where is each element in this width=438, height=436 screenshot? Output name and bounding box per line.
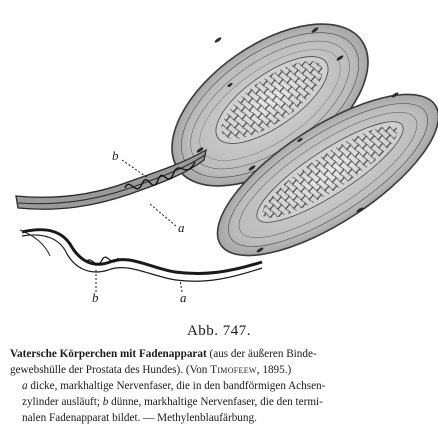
figure-number: Abb. 747.	[186, 323, 252, 339]
caption-source-text: gewebshülle der Prostata des Hundes). (Von	[10, 364, 211, 376]
legend-line-final	[0, 410, 438, 426]
caption-author: Timofeew	[210, 364, 257, 376]
legend-line-a	[0, 378, 438, 394]
svg-text:b: b	[92, 290, 99, 305]
legend-line-b	[0, 394, 438, 410]
caption-source-line	[0, 362, 438, 378]
svg-text:a: a	[180, 290, 187, 305]
figure-caption	[0, 322, 438, 426]
svg-text:a: a	[178, 220, 185, 235]
legend-b-text-cont: nalen Fadenapparat bildet. — Methylenblaufärbung.	[22, 412, 257, 424]
label-a-upper	[150, 204, 185, 235]
svg-text:b: b	[112, 148, 119, 163]
label-b-upper	[112, 148, 148, 178]
legend-letter-a: a	[22, 380, 28, 392]
legend-b-text: dünne, markhaltige Nervenfaser, die den termi-	[108, 396, 323, 408]
legend-a-text: dicke, markhaltige Nervenfaser, die in den bandförmigen Achsen-	[27, 380, 326, 392]
caption-title-rest: (aus der äußeren Binde-	[206, 348, 317, 360]
caption-title-bold: Vatersche Körperchen mit Fadenapparat	[10, 348, 207, 360]
label-a-lower	[180, 280, 187, 305]
caption-year: , 1895.)	[256, 364, 292, 376]
legend-a-text-cont: zylinder ausläuft;	[22, 396, 103, 408]
caption-title-line	[0, 346, 438, 362]
label-b-lower	[92, 270, 99, 305]
legend-letter-b: b	[102, 396, 109, 408]
